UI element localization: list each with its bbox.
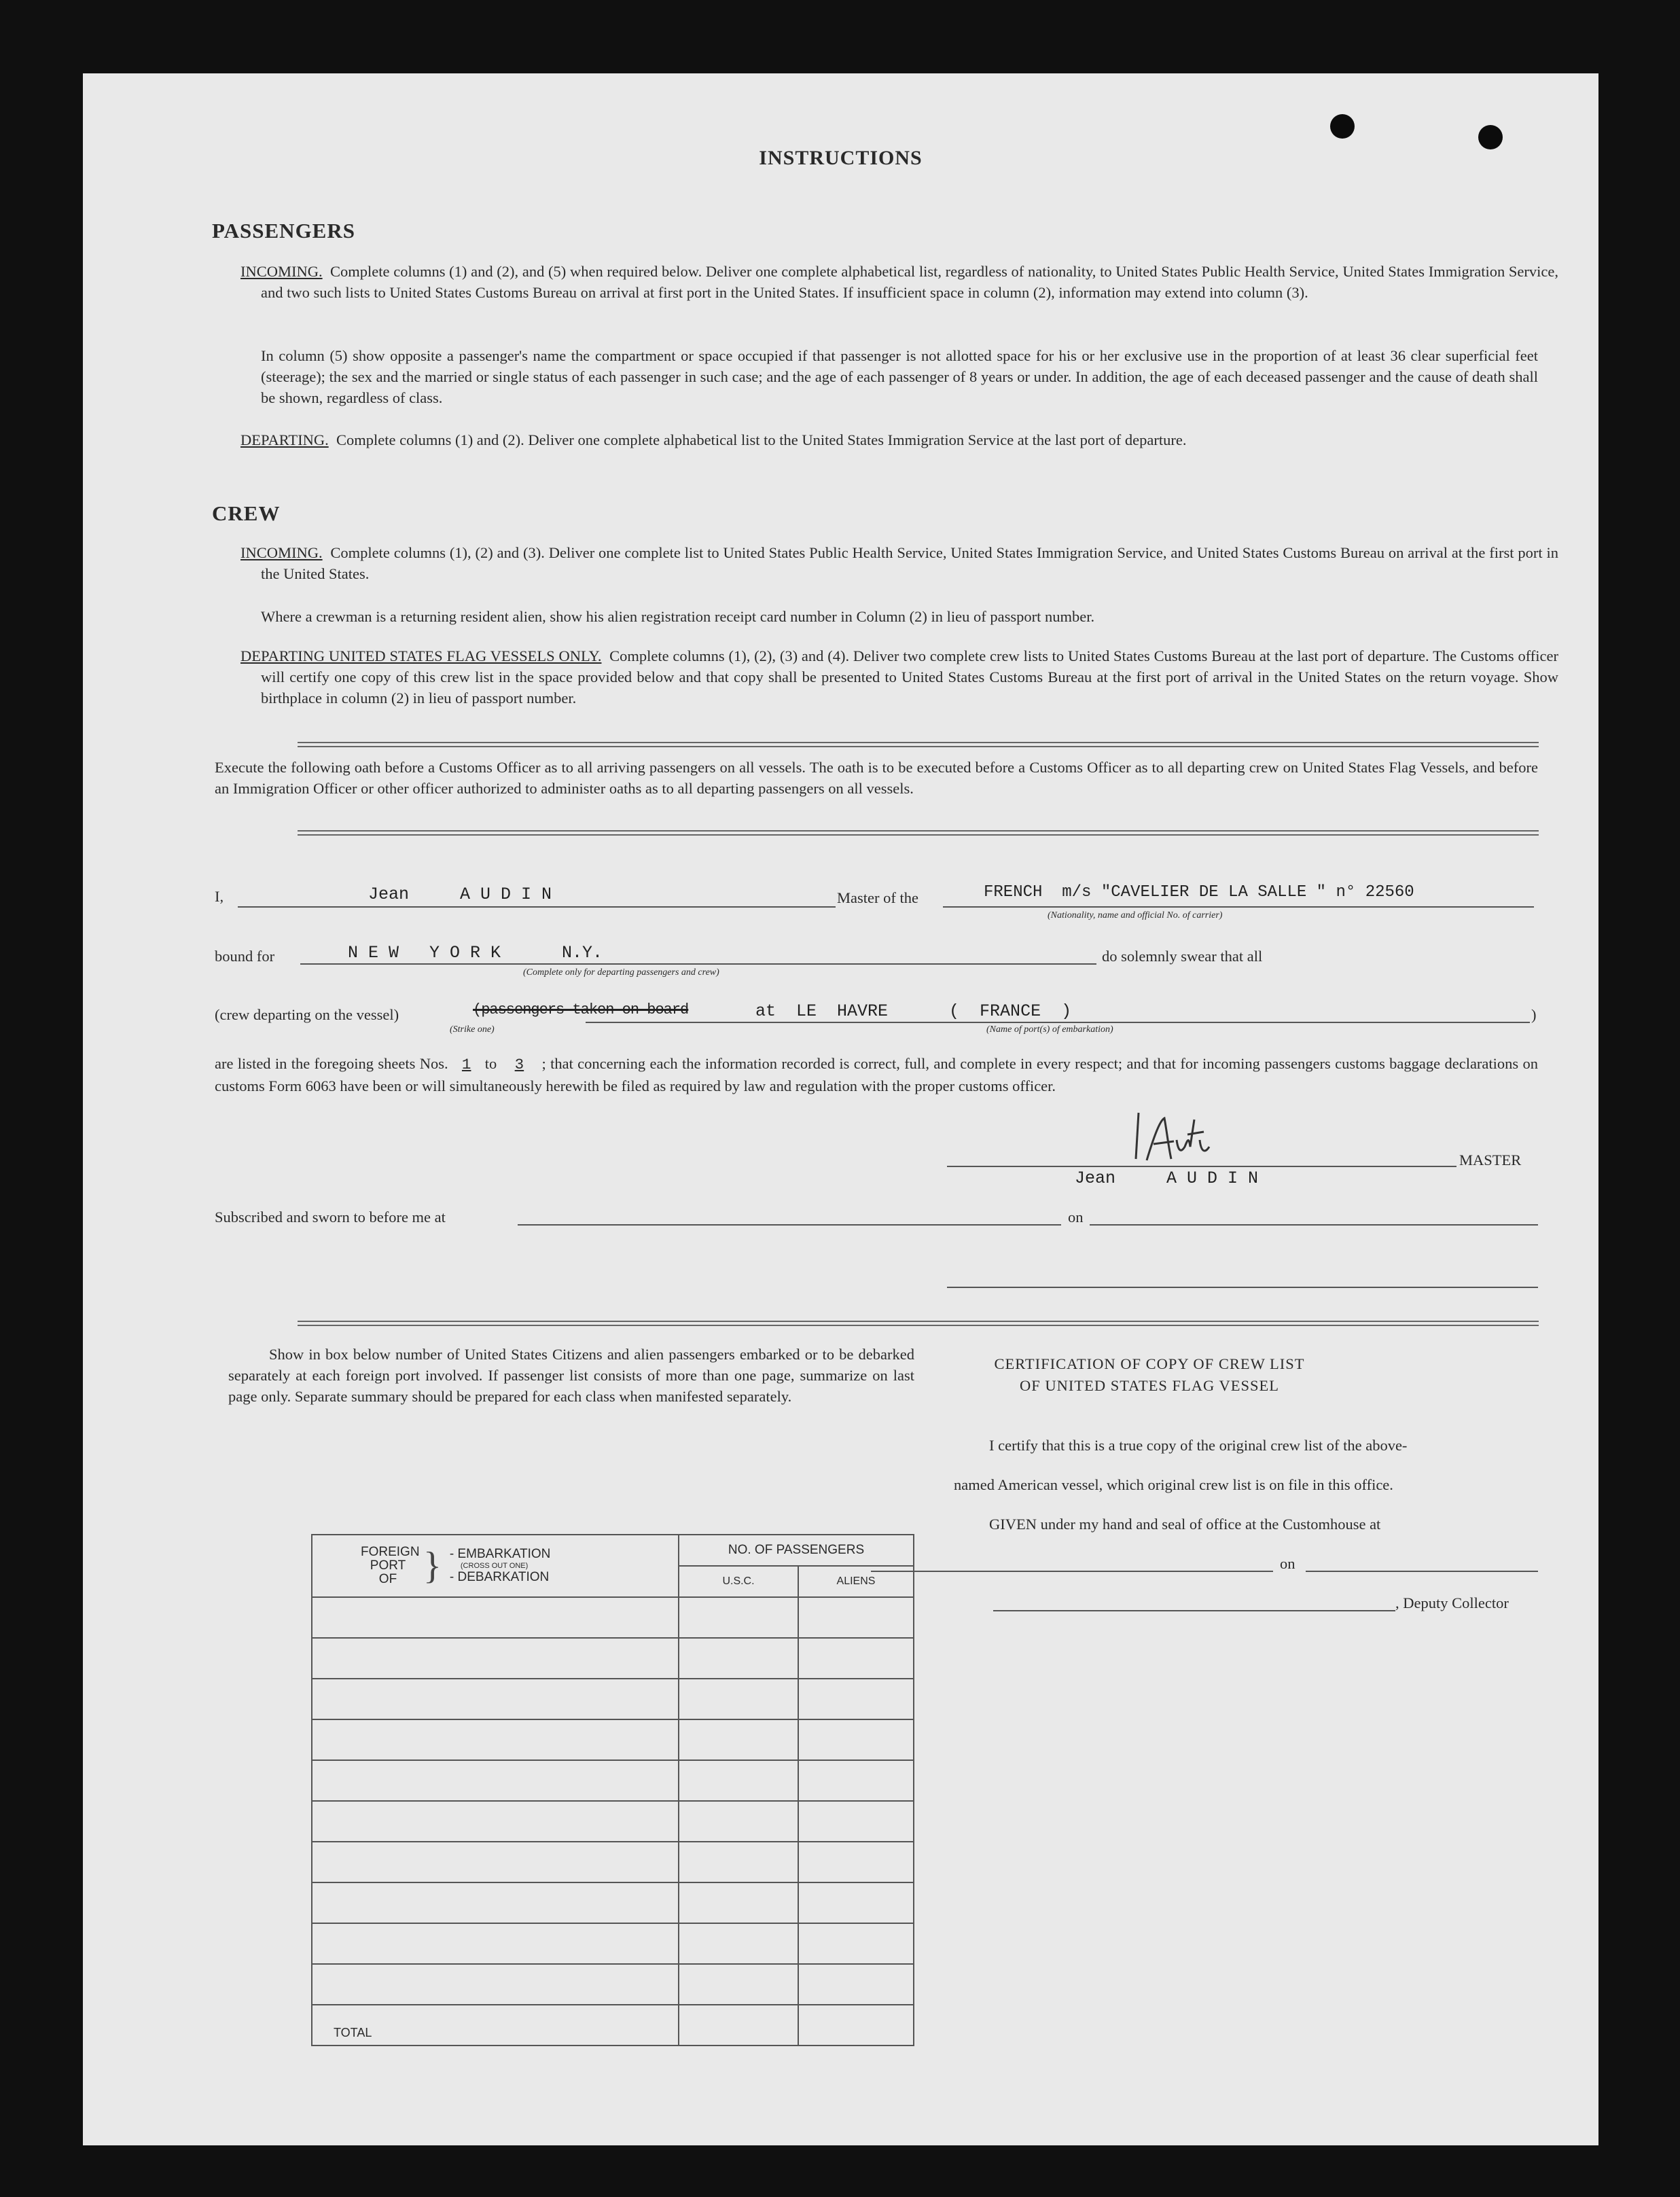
oath-intro: Execute the following oath before a Customs Officer as to all arriving passengers on all vessels. The oath is to be executed before a Customs Officer as to all departing crew on United States Flag Vessels, and before an Immigration Officer or other officer authorized to administer oaths as to all departing passengers on all vessels. bbox=[215, 759, 1538, 797]
usc-total-cell[interactable] bbox=[679, 2005, 798, 2046]
departing-label: DEPARTING. bbox=[240, 431, 329, 448]
divider bbox=[298, 1321, 1539, 1326]
bound-for-line bbox=[300, 963, 1096, 965]
master-signature-line bbox=[947, 1166, 1456, 1167]
sheet-to: 3 bbox=[514, 1056, 524, 1073]
bound-for-label: bound for bbox=[215, 948, 275, 965]
strikeout-passengers: (passengers taken on board bbox=[473, 1001, 689, 1018]
certification-text-1: I certify that this is a true copy of the original crew list of the above- bbox=[989, 1437, 1408, 1454]
port-caption: (Name of port(s) of embarkation) bbox=[986, 1024, 1113, 1035]
incoming-text: Complete columns (1) and (2), and (5) when required below. Deliver one complete alphabetical list, regardless of nationality, to United States Public Health Service, United States Immigration Service, and two such lists to United States Customs Bureau on arrival at first port in the United States. If insufficient space in column (2), information may extend into column (3). bbox=[261, 263, 1558, 301]
customhouse-line bbox=[871, 1571, 1273, 1572]
usc-cell[interactable] bbox=[679, 1679, 798, 1719]
aliens-cell[interactable] bbox=[798, 1719, 914, 1760]
crew-departing-paragraph bbox=[240, 645, 1558, 709]
deputy-collector-label: , Deputy Collector bbox=[1395, 1594, 1509, 1611]
crew-incoming-label: INCOMING. bbox=[240, 544, 323, 561]
certification-text-3: GIVEN under my hand and seal of office at the Customhouse at bbox=[989, 1516, 1381, 1533]
embark-debark bbox=[450, 1547, 551, 1585]
aliens-cell[interactable] bbox=[798, 1923, 914, 1964]
passengers-heading: PASSENGERS bbox=[212, 219, 355, 243]
vessel-name: FRENCH m/s "CAVELIER DE LA SALLE " n° 22560 bbox=[984, 883, 1414, 901]
certification-text-2: named American vessel, which original crew list is on file in this office. bbox=[954, 1476, 1393, 1493]
aliens-cell[interactable] bbox=[798, 1638, 914, 1679]
usc-cell[interactable] bbox=[679, 1801, 798, 1842]
punch-hole bbox=[1478, 125, 1503, 149]
aliens-cell[interactable] bbox=[798, 1597, 914, 1638]
certification-date-line bbox=[1306, 1571, 1538, 1572]
table-row bbox=[312, 1842, 914, 1882]
bound-for-value: N E W Y O R K N.Y. bbox=[348, 943, 603, 963]
passengers-incoming-paragraph bbox=[240, 261, 1558, 303]
master-label: MASTER bbox=[1459, 1151, 1522, 1168]
table-row bbox=[312, 1760, 914, 1801]
officer-signature-line bbox=[947, 1287, 1538, 1288]
total-row bbox=[312, 2005, 914, 2046]
subscribed-line bbox=[518, 1224, 1061, 1226]
aliens-cell[interactable] bbox=[798, 1842, 914, 1882]
bound-caption: (Complete only for departing passengers and crew) bbox=[523, 967, 719, 978]
usc-cell[interactable] bbox=[679, 1760, 798, 1801]
port-cell[interactable] bbox=[312, 1964, 679, 2005]
port-cell[interactable] bbox=[312, 1597, 679, 1638]
departing-text: Complete columns (1) and (2). Deliver one complete alphabetical list to the United States Immigration Service at the last port of departure. bbox=[336, 431, 1187, 448]
master-name-line bbox=[238, 906, 836, 908]
debarkation-label: - DEBARKATION bbox=[449, 1570, 550, 1584]
usc-cell[interactable] bbox=[679, 1719, 798, 1760]
aliens-header: ALIENS bbox=[798, 1566, 914, 1597]
signature-typed: Jean A U D I N bbox=[1075, 1168, 1259, 1188]
subscribed-label: Subscribed and sworn to before me at bbox=[215, 1209, 446, 1226]
certification-on-label: on bbox=[1280, 1555, 1295, 1572]
punch-hole bbox=[1330, 114, 1355, 139]
summary-intro: Show in box below number of United States Citizens and alien passengers embarked or to be debarked separately at each foreign port involved. If passenger list consists of more than one page, summarize on last page only. Separate summary should be prepared for each class when manifested separately. bbox=[228, 1346, 914, 1405]
sheets-prefix: are listed in the foregoing sheets Nos. bbox=[215, 1055, 448, 1072]
port-header-cell bbox=[312, 1535, 679, 1597]
passenger-summary-table bbox=[311, 1534, 914, 2046]
port-cell[interactable] bbox=[312, 1638, 679, 1679]
cross-out-label: (CROSS OUT ONE) bbox=[460, 1562, 529, 1570]
aliens-cell[interactable] bbox=[798, 1882, 914, 1923]
usc-cell[interactable] bbox=[679, 1638, 798, 1679]
incoming-label: INCOMING. bbox=[240, 263, 323, 280]
no-passengers-header: NO. OF PASSENGERS bbox=[679, 1535, 914, 1566]
usc-cell[interactable] bbox=[679, 1842, 798, 1882]
certification-title-1: CERTIFICATION OF COPY OF CREW LIST bbox=[994, 1355, 1305, 1372]
total-label: TOTAL bbox=[334, 2026, 372, 2039]
table-row bbox=[312, 1597, 914, 1638]
column5-paragraph: In column (5) show opposite a passenger's name the compartment or space occupied if that passenger is not allotted space for his or her exclusive use in the proportion of at least 36 clear superficial feet (steerage); the sex and the married or single status of each passenger in such case; and the age of each passenger of 8 years or under. In addition, the age of each deceased passenger and the cause of death shall be shown, regardless of class. bbox=[261, 347, 1538, 406]
certification-title-2: OF UNITED STATES FLAG VESSEL bbox=[1019, 1377, 1280, 1394]
table-row bbox=[312, 1719, 914, 1760]
strike-caption: (Strike one) bbox=[450, 1024, 495, 1035]
crew-incoming-paragraph bbox=[240, 542, 1558, 584]
sheet-from: 1 bbox=[461, 1056, 471, 1073]
sworn-on-label: on bbox=[1068, 1209, 1084, 1226]
usc-cell[interactable] bbox=[679, 1597, 798, 1638]
table-row bbox=[312, 1801, 914, 1842]
crew-incoming-text: Complete columns (1), (2) and (3). Deliver one complete list to United States Public Health Service, United States Immigration Service, and United States Customs Bureau on arrival at the first port in the United States. bbox=[261, 544, 1558, 582]
aliens-cell[interactable] bbox=[798, 1801, 914, 1842]
to-label: to bbox=[484, 1055, 497, 1072]
port-cell[interactable] bbox=[312, 1882, 679, 1923]
usc-cell[interactable] bbox=[679, 1882, 798, 1923]
master-name: Jean A U D I N bbox=[368, 885, 552, 904]
table-row bbox=[312, 1964, 914, 2005]
port-cell[interactable] bbox=[312, 1801, 679, 1842]
aliens-cell[interactable] bbox=[798, 1964, 914, 2005]
crew-heading: CREW bbox=[212, 501, 281, 525]
oath-i-label: I, bbox=[215, 888, 224, 905]
crew-departing-text: Complete columns (1), (2), (3) and (4). Deliver two complete crew lists to United States Customs Bureau at the last port of departure. The Customs officer will certify one copy of this crew list in the space provided below and that copy shall be presented to United States Customs Bureau at the first port of arrival in the United States on the return voyage. Show birthplace in column (2) in lieu of passport number. bbox=[261, 647, 1559, 707]
crew-departing-label: DEPARTING UNITED STATES FLAG VESSELS ONLY. bbox=[240, 647, 602, 664]
aliens-total-cell[interactable] bbox=[798, 2005, 914, 2046]
form-sheet bbox=[83, 73, 1598, 2145]
close-paren: ) bbox=[1531, 1006, 1537, 1023]
sheets-paragraph bbox=[215, 1053, 1538, 1096]
usc-cell[interactable] bbox=[679, 1923, 798, 1964]
aliens-cell[interactable] bbox=[798, 1679, 914, 1719]
brace: } bbox=[423, 1545, 442, 1587]
total-label-cell bbox=[312, 2005, 679, 2046]
port-cell[interactable] bbox=[312, 1760, 679, 1801]
vessel-line bbox=[943, 906, 1534, 908]
table-row bbox=[312, 1923, 914, 1964]
alien-paragraph: Where a crewman is a returning resident alien, show his alien registration receipt card number in Column (2) in lieu of passport number. bbox=[261, 608, 1095, 625]
table-row bbox=[312, 1679, 914, 1719]
divider bbox=[298, 742, 1539, 747]
port-cell[interactable] bbox=[312, 1679, 679, 1719]
master-of-label: Master of the bbox=[837, 889, 918, 906]
master-signature bbox=[1120, 1099, 1221, 1174]
sheets-suffix: ; that concerning each the information recorded is correct, full, and complete in every respect; and that for incoming passengers customs baggage declarations on customs Form 6063 have been or will simultaneously herewith be filed as required by law and regulation with the proper customs officer. bbox=[215, 1055, 1539, 1094]
port-value: at LE HAVRE ( FRANCE ) bbox=[755, 1001, 1072, 1021]
port-cell[interactable] bbox=[312, 1719, 679, 1760]
deputy-collector-line bbox=[993, 1610, 1395, 1611]
port-line bbox=[586, 1022, 1530, 1023]
passengers-departing-paragraph bbox=[240, 429, 1558, 450]
swear-label: do solemnly swear that all bbox=[1102, 948, 1263, 965]
sworn-date-line bbox=[1090, 1224, 1538, 1226]
table-row bbox=[312, 1638, 914, 1679]
aliens-cell[interactable] bbox=[798, 1760, 914, 1801]
usc-header: U.S.C. bbox=[679, 1566, 798, 1597]
usc-cell[interactable] bbox=[679, 1964, 798, 2005]
vessel-caption: (Nationality, name and official No. of carrier) bbox=[1048, 910, 1223, 921]
port-cell[interactable] bbox=[312, 1842, 679, 1882]
crew-departing-label: (crew departing on the vessel) bbox=[215, 1006, 399, 1023]
instructions-title: INSTRUCTIONS bbox=[759, 147, 923, 169]
table-row bbox=[312, 1882, 914, 1923]
port-cell[interactable] bbox=[312, 1923, 679, 1964]
divider bbox=[298, 830, 1539, 836]
foreign-port-header: FOREIGN PORT OF bbox=[361, 1545, 420, 1586]
embarkation-label: - EMBARKATION bbox=[449, 1547, 551, 1561]
